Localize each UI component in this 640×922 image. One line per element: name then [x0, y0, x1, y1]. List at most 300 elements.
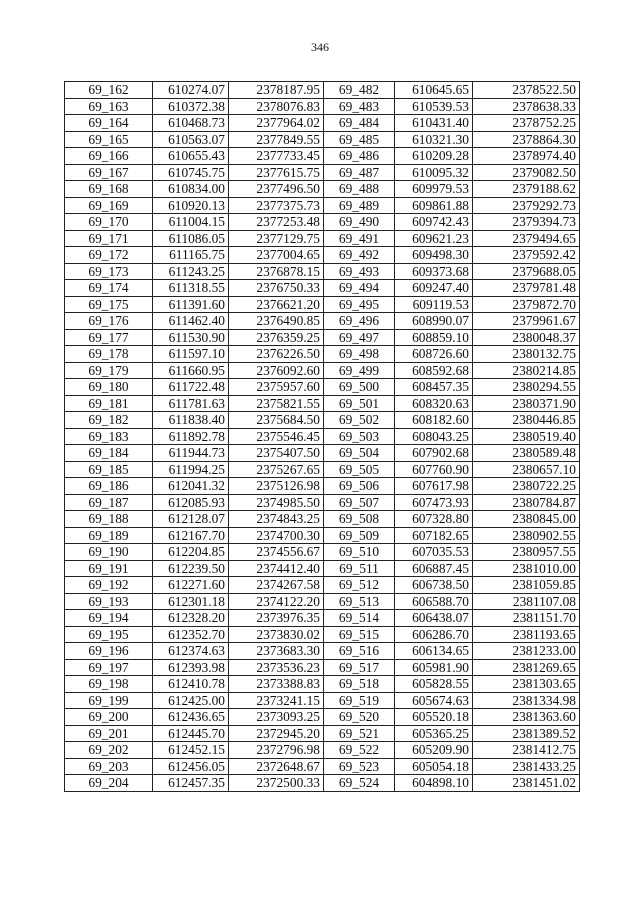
x-coordinate-cell: 606438.07	[395, 610, 473, 627]
point-id-cell: 69_500	[324, 379, 395, 396]
table-row	[65, 577, 580, 594]
x-coordinate-cell: 612393.98	[153, 659, 229, 676]
y-coordinate-cell: 2372945.20	[229, 725, 324, 742]
table-row	[65, 181, 580, 198]
point-id-cell: 69_518	[324, 676, 395, 693]
x-coordinate-cell: 609742.43	[395, 214, 473, 231]
point-id-cell: 69_204	[65, 775, 153, 792]
x-coordinate-cell: 611892.78	[153, 428, 229, 445]
table-row	[65, 263, 580, 280]
point-id-cell: 69_166	[65, 148, 153, 165]
y-coordinate-cell: 2374700.30	[229, 527, 324, 544]
x-coordinate-cell: 610431.40	[395, 115, 473, 132]
y-coordinate-cell: 2376092.60	[229, 362, 324, 379]
x-coordinate-cell: 611318.55	[153, 280, 229, 297]
x-coordinate-cell: 612410.78	[153, 676, 229, 693]
point-id-cell: 69_513	[324, 593, 395, 610]
y-coordinate-cell: 2373536.23	[229, 659, 324, 676]
point-id-cell: 69_195	[65, 626, 153, 643]
point-id-cell: 69_169	[65, 197, 153, 214]
y-coordinate-cell: 2381010.00	[473, 560, 580, 577]
table-row	[65, 131, 580, 148]
y-coordinate-cell: 2379394.73	[473, 214, 580, 231]
table-row	[65, 230, 580, 247]
table-row	[65, 676, 580, 693]
point-id-cell: 69_162	[65, 82, 153, 99]
x-coordinate-cell: 607182.65	[395, 527, 473, 544]
y-coordinate-cell: 2374412.40	[229, 560, 324, 577]
x-coordinate-cell: 609621.23	[395, 230, 473, 247]
table-row	[65, 544, 580, 561]
point-id-cell: 69_193	[65, 593, 153, 610]
table-row	[65, 98, 580, 115]
point-id-cell: 69_174	[65, 280, 153, 297]
table-row	[65, 725, 580, 742]
point-id-cell: 69_200	[65, 709, 153, 726]
x-coordinate-cell: 610539.53	[395, 98, 473, 115]
table-row	[65, 742, 580, 759]
y-coordinate-cell: 2379688.05	[473, 263, 580, 280]
point-id-cell: 69_498	[324, 346, 395, 363]
x-coordinate-cell: 606887.45	[395, 560, 473, 577]
point-id-cell: 69_187	[65, 494, 153, 511]
x-coordinate-cell: 612301.18	[153, 593, 229, 610]
y-coordinate-cell: 2379188.62	[473, 181, 580, 198]
x-coordinate-cell: 607902.68	[395, 445, 473, 462]
x-coordinate-cell: 612204.85	[153, 544, 229, 561]
x-coordinate-cell: 612445.70	[153, 725, 229, 742]
y-coordinate-cell: 2380446.85	[473, 412, 580, 429]
y-coordinate-cell: 2381363.60	[473, 709, 580, 726]
y-coordinate-cell: 2381233.00	[473, 643, 580, 660]
y-coordinate-cell: 2376750.33	[229, 280, 324, 297]
point-id-cell: 69_496	[324, 313, 395, 330]
table-row	[65, 362, 580, 379]
y-coordinate-cell: 2380294.55	[473, 379, 580, 396]
x-coordinate-cell: 609979.53	[395, 181, 473, 198]
table-row	[65, 445, 580, 462]
x-coordinate-cell: 611781.63	[153, 395, 229, 412]
point-id-cell: 69_491	[324, 230, 395, 247]
y-coordinate-cell: 2374122.20	[229, 593, 324, 610]
table-row	[65, 709, 580, 726]
table-row	[65, 197, 580, 214]
x-coordinate-cell: 608592.68	[395, 362, 473, 379]
y-coordinate-cell: 2373976.35	[229, 610, 324, 627]
y-coordinate-cell: 2377253.48	[229, 214, 324, 231]
y-coordinate-cell: 2381269.65	[473, 659, 580, 676]
x-coordinate-cell: 612128.07	[153, 511, 229, 528]
table-row	[65, 428, 580, 445]
point-id-cell: 69_167	[65, 164, 153, 181]
point-id-cell: 69_509	[324, 527, 395, 544]
point-id-cell: 69_487	[324, 164, 395, 181]
x-coordinate-cell: 611994.25	[153, 461, 229, 478]
x-coordinate-cell: 611660.95	[153, 362, 229, 379]
point-id-cell: 69_194	[65, 610, 153, 627]
x-coordinate-cell: 610745.75	[153, 164, 229, 181]
point-id-cell: 69_515	[324, 626, 395, 643]
y-coordinate-cell: 2381433.25	[473, 758, 580, 775]
table-row	[65, 775, 580, 792]
x-coordinate-cell: 610209.28	[395, 148, 473, 165]
point-id-cell: 69_183	[65, 428, 153, 445]
y-coordinate-cell: 2376226.50	[229, 346, 324, 363]
y-coordinate-cell: 2381389.52	[473, 725, 580, 742]
table-row	[65, 148, 580, 165]
x-coordinate-cell: 610645.65	[395, 82, 473, 99]
y-coordinate-cell: 2372796.98	[229, 742, 324, 759]
x-coordinate-cell: 612456.05	[153, 758, 229, 775]
table-row	[65, 395, 580, 412]
point-id-cell: 69_202	[65, 742, 153, 759]
point-id-cell: 69_165	[65, 131, 153, 148]
point-id-cell: 69_492	[324, 247, 395, 264]
point-id-cell: 69_170	[65, 214, 153, 231]
point-id-cell: 69_510	[324, 544, 395, 561]
y-coordinate-cell: 2375684.50	[229, 412, 324, 429]
point-id-cell: 69_184	[65, 445, 153, 462]
table-row	[65, 494, 580, 511]
point-id-cell: 69_173	[65, 263, 153, 280]
x-coordinate-cell: 605674.63	[395, 692, 473, 709]
point-id-cell: 69_495	[324, 296, 395, 313]
point-id-cell: 69_494	[324, 280, 395, 297]
y-coordinate-cell: 2375546.45	[229, 428, 324, 445]
coordinates-table	[64, 81, 580, 792]
x-coordinate-cell: 611597.10	[153, 346, 229, 363]
point-id-cell: 69_507	[324, 494, 395, 511]
y-coordinate-cell: 2380657.10	[473, 461, 580, 478]
x-coordinate-cell: 612425.00	[153, 692, 229, 709]
y-coordinate-cell: 2381303.65	[473, 676, 580, 693]
y-coordinate-cell: 2377615.75	[229, 164, 324, 181]
y-coordinate-cell: 2378752.25	[473, 115, 580, 132]
page-number: 346	[311, 40, 329, 54]
x-coordinate-cell: 609498.30	[395, 247, 473, 264]
point-id-cell: 69_185	[65, 461, 153, 478]
point-id-cell: 69_191	[65, 560, 153, 577]
x-coordinate-cell: 604898.10	[395, 775, 473, 792]
x-coordinate-cell: 610468.73	[153, 115, 229, 132]
point-id-cell: 69_488	[324, 181, 395, 198]
x-coordinate-cell: 612457.35	[153, 775, 229, 792]
point-id-cell: 69_504	[324, 445, 395, 462]
point-id-cell: 69_499	[324, 362, 395, 379]
x-coordinate-cell: 606738.50	[395, 577, 473, 594]
point-id-cell: 69_482	[324, 82, 395, 99]
y-coordinate-cell: 2378638.33	[473, 98, 580, 115]
x-coordinate-cell: 610563.07	[153, 131, 229, 148]
y-coordinate-cell: 2381151.70	[473, 610, 580, 627]
point-id-cell: 69_196	[65, 643, 153, 660]
x-coordinate-cell: 612085.93	[153, 494, 229, 511]
y-coordinate-cell: 2377849.55	[229, 131, 324, 148]
point-id-cell: 69_188	[65, 511, 153, 528]
x-coordinate-cell: 609247.40	[395, 280, 473, 297]
table-row	[65, 626, 580, 643]
point-id-cell: 69_514	[324, 610, 395, 627]
point-id-cell: 69_505	[324, 461, 395, 478]
y-coordinate-cell: 2375957.60	[229, 379, 324, 396]
x-coordinate-cell: 611722.48	[153, 379, 229, 396]
y-coordinate-cell: 2381451.02	[473, 775, 580, 792]
y-coordinate-cell: 2377496.50	[229, 181, 324, 198]
y-coordinate-cell: 2377004.65	[229, 247, 324, 264]
point-id-cell: 69_171	[65, 230, 153, 247]
x-coordinate-cell: 612239.50	[153, 560, 229, 577]
point-id-cell: 69_164	[65, 115, 153, 132]
y-coordinate-cell: 2380519.40	[473, 428, 580, 445]
table-row	[65, 164, 580, 181]
point-id-cell: 69_523	[324, 758, 395, 775]
coordinates-table-body	[65, 82, 580, 792]
y-coordinate-cell: 2374267.58	[229, 577, 324, 594]
point-id-cell: 69_497	[324, 329, 395, 346]
table-row	[65, 379, 580, 396]
x-coordinate-cell: 605209.90	[395, 742, 473, 759]
x-coordinate-cell: 605054.18	[395, 758, 473, 775]
point-id-cell: 69_503	[324, 428, 395, 445]
y-coordinate-cell: 2380371.90	[473, 395, 580, 412]
y-coordinate-cell: 2379961.67	[473, 313, 580, 330]
point-id-cell: 69_179	[65, 362, 153, 379]
table-row	[65, 593, 580, 610]
y-coordinate-cell: 2377733.45	[229, 148, 324, 165]
point-id-cell: 69_201	[65, 725, 153, 742]
point-id-cell: 69_493	[324, 263, 395, 280]
point-id-cell: 69_178	[65, 346, 153, 363]
point-id-cell: 69_198	[65, 676, 153, 693]
x-coordinate-cell: 612271.60	[153, 577, 229, 594]
point-id-cell: 69_197	[65, 659, 153, 676]
point-id-cell: 69_180	[65, 379, 153, 396]
x-coordinate-cell: 610321.30	[395, 131, 473, 148]
x-coordinate-cell: 610372.38	[153, 98, 229, 115]
point-id-cell: 69_490	[324, 214, 395, 231]
x-coordinate-cell: 609119.53	[395, 296, 473, 313]
y-coordinate-cell: 2381412.75	[473, 742, 580, 759]
table-row	[65, 610, 580, 627]
y-coordinate-cell: 2380902.55	[473, 527, 580, 544]
point-id-cell: 69_501	[324, 395, 395, 412]
x-coordinate-cell: 610834.00	[153, 181, 229, 198]
table-row	[65, 247, 580, 264]
point-id-cell: 69_520	[324, 709, 395, 726]
table-row	[65, 560, 580, 577]
point-id-cell: 69_175	[65, 296, 153, 313]
x-coordinate-cell: 608043.25	[395, 428, 473, 445]
x-coordinate-cell: 609861.88	[395, 197, 473, 214]
x-coordinate-cell: 605981.90	[395, 659, 473, 676]
y-coordinate-cell: 2378187.95	[229, 82, 324, 99]
y-coordinate-cell: 2381107.08	[473, 593, 580, 610]
table-row	[65, 478, 580, 495]
x-coordinate-cell: 612436.65	[153, 709, 229, 726]
y-coordinate-cell: 2375821.55	[229, 395, 324, 412]
table-row	[65, 511, 580, 528]
point-id-cell: 69_189	[65, 527, 153, 544]
point-id-cell: 69_176	[65, 313, 153, 330]
x-coordinate-cell: 608182.60	[395, 412, 473, 429]
y-coordinate-cell: 2379781.48	[473, 280, 580, 297]
y-coordinate-cell: 2376359.25	[229, 329, 324, 346]
x-coordinate-cell: 612374.63	[153, 643, 229, 660]
y-coordinate-cell: 2380589.48	[473, 445, 580, 462]
y-coordinate-cell: 2378974.40	[473, 148, 580, 165]
table-row	[65, 296, 580, 313]
y-coordinate-cell: 2375267.65	[229, 461, 324, 478]
table-row	[65, 82, 580, 99]
point-id-cell: 69_163	[65, 98, 153, 115]
point-id-cell: 69_484	[324, 115, 395, 132]
x-coordinate-cell: 607473.93	[395, 494, 473, 511]
x-coordinate-cell: 608457.35	[395, 379, 473, 396]
x-coordinate-cell: 605365.25	[395, 725, 473, 742]
x-coordinate-cell: 611462.40	[153, 313, 229, 330]
y-coordinate-cell: 2381334.98	[473, 692, 580, 709]
point-id-cell: 69_199	[65, 692, 153, 709]
y-coordinate-cell: 2380784.87	[473, 494, 580, 511]
point-id-cell: 69_512	[324, 577, 395, 594]
y-coordinate-cell: 2373241.15	[229, 692, 324, 709]
x-coordinate-cell: 605828.55	[395, 676, 473, 693]
table-row	[65, 280, 580, 297]
point-id-cell: 69_486	[324, 148, 395, 165]
x-coordinate-cell: 612352.70	[153, 626, 229, 643]
y-coordinate-cell: 2378522.50	[473, 82, 580, 99]
point-id-cell: 69_181	[65, 395, 153, 412]
x-coordinate-cell: 611086.05	[153, 230, 229, 247]
y-coordinate-cell: 2377375.73	[229, 197, 324, 214]
point-id-cell: 69_517	[324, 659, 395, 676]
x-coordinate-cell: 608859.10	[395, 329, 473, 346]
point-id-cell: 69_190	[65, 544, 153, 561]
x-coordinate-cell: 609373.68	[395, 263, 473, 280]
x-coordinate-cell: 611243.25	[153, 263, 229, 280]
y-coordinate-cell: 2373093.25	[229, 709, 324, 726]
y-coordinate-cell: 2380845.00	[473, 511, 580, 528]
x-coordinate-cell: 612452.15	[153, 742, 229, 759]
x-coordinate-cell: 612041.32	[153, 478, 229, 495]
table-row	[65, 214, 580, 231]
point-id-cell: 69_508	[324, 511, 395, 528]
x-coordinate-cell: 606134.65	[395, 643, 473, 660]
table-row	[65, 115, 580, 132]
point-id-cell: 69_502	[324, 412, 395, 429]
table-row	[65, 412, 580, 429]
y-coordinate-cell: 2380722.25	[473, 478, 580, 495]
y-coordinate-cell: 2378864.30	[473, 131, 580, 148]
table-row	[65, 659, 580, 676]
x-coordinate-cell: 611004.15	[153, 214, 229, 231]
point-id-cell: 69_489	[324, 197, 395, 214]
point-id-cell: 69_506	[324, 478, 395, 495]
x-coordinate-cell: 610920.13	[153, 197, 229, 214]
y-coordinate-cell: 2379592.42	[473, 247, 580, 264]
point-id-cell: 69_524	[324, 775, 395, 792]
y-coordinate-cell: 2379082.50	[473, 164, 580, 181]
point-id-cell: 69_172	[65, 247, 153, 264]
point-id-cell: 69_192	[65, 577, 153, 594]
y-coordinate-cell: 2378076.83	[229, 98, 324, 115]
x-coordinate-cell: 610274.07	[153, 82, 229, 99]
y-coordinate-cell: 2375407.50	[229, 445, 324, 462]
y-coordinate-cell: 2377129.75	[229, 230, 324, 247]
x-coordinate-cell: 607035.53	[395, 544, 473, 561]
x-coordinate-cell: 608726.60	[395, 346, 473, 363]
point-id-cell: 69_186	[65, 478, 153, 495]
y-coordinate-cell: 2372500.33	[229, 775, 324, 792]
y-coordinate-cell: 2381059.85	[473, 577, 580, 594]
x-coordinate-cell: 605520.18	[395, 709, 473, 726]
x-coordinate-cell: 611838.40	[153, 412, 229, 429]
table-row	[65, 643, 580, 660]
x-coordinate-cell: 608990.07	[395, 313, 473, 330]
y-coordinate-cell: 2373683.30	[229, 643, 324, 660]
y-coordinate-cell: 2374985.50	[229, 494, 324, 511]
x-coordinate-cell: 607760.90	[395, 461, 473, 478]
x-coordinate-cell: 611165.75	[153, 247, 229, 264]
y-coordinate-cell: 2380214.85	[473, 362, 580, 379]
y-coordinate-cell: 2373388.83	[229, 676, 324, 693]
point-id-cell: 69_483	[324, 98, 395, 115]
table-row	[65, 329, 580, 346]
table-row	[65, 692, 580, 709]
y-coordinate-cell: 2375126.98	[229, 478, 324, 495]
x-coordinate-cell: 611530.90	[153, 329, 229, 346]
y-coordinate-cell: 2379872.70	[473, 296, 580, 313]
point-id-cell: 69_522	[324, 742, 395, 759]
point-id-cell: 69_519	[324, 692, 395, 709]
table-row	[65, 313, 580, 330]
table-row	[65, 461, 580, 478]
y-coordinate-cell: 2380048.37	[473, 329, 580, 346]
x-coordinate-cell: 610095.32	[395, 164, 473, 181]
x-coordinate-cell: 606286.70	[395, 626, 473, 643]
point-id-cell: 69_168	[65, 181, 153, 198]
y-coordinate-cell: 2374843.25	[229, 511, 324, 528]
y-coordinate-cell: 2380957.55	[473, 544, 580, 561]
y-coordinate-cell: 2374556.67	[229, 544, 324, 561]
y-coordinate-cell: 2376490.85	[229, 313, 324, 330]
y-coordinate-cell: 2379494.65	[473, 230, 580, 247]
y-coordinate-cell: 2376878.15	[229, 263, 324, 280]
y-coordinate-cell: 2379292.73	[473, 197, 580, 214]
x-coordinate-cell: 612328.20	[153, 610, 229, 627]
point-id-cell: 69_485	[324, 131, 395, 148]
y-coordinate-cell: 2377964.02	[229, 115, 324, 132]
y-coordinate-cell: 2376621.20	[229, 296, 324, 313]
x-coordinate-cell: 612167.70	[153, 527, 229, 544]
x-coordinate-cell: 608320.63	[395, 395, 473, 412]
x-coordinate-cell: 606588.70	[395, 593, 473, 610]
x-coordinate-cell: 607328.80	[395, 511, 473, 528]
point-id-cell: 69_182	[65, 412, 153, 429]
table-row	[65, 758, 580, 775]
point-id-cell: 69_203	[65, 758, 153, 775]
table-row	[65, 346, 580, 363]
point-id-cell: 69_177	[65, 329, 153, 346]
y-coordinate-cell: 2381193.65	[473, 626, 580, 643]
y-coordinate-cell: 2373830.02	[229, 626, 324, 643]
point-id-cell: 69_511	[324, 560, 395, 577]
table-row	[65, 527, 580, 544]
point-id-cell: 69_521	[324, 725, 395, 742]
x-coordinate-cell: 607617.98	[395, 478, 473, 495]
y-coordinate-cell: 2372648.67	[229, 758, 324, 775]
point-id-cell: 69_516	[324, 643, 395, 660]
